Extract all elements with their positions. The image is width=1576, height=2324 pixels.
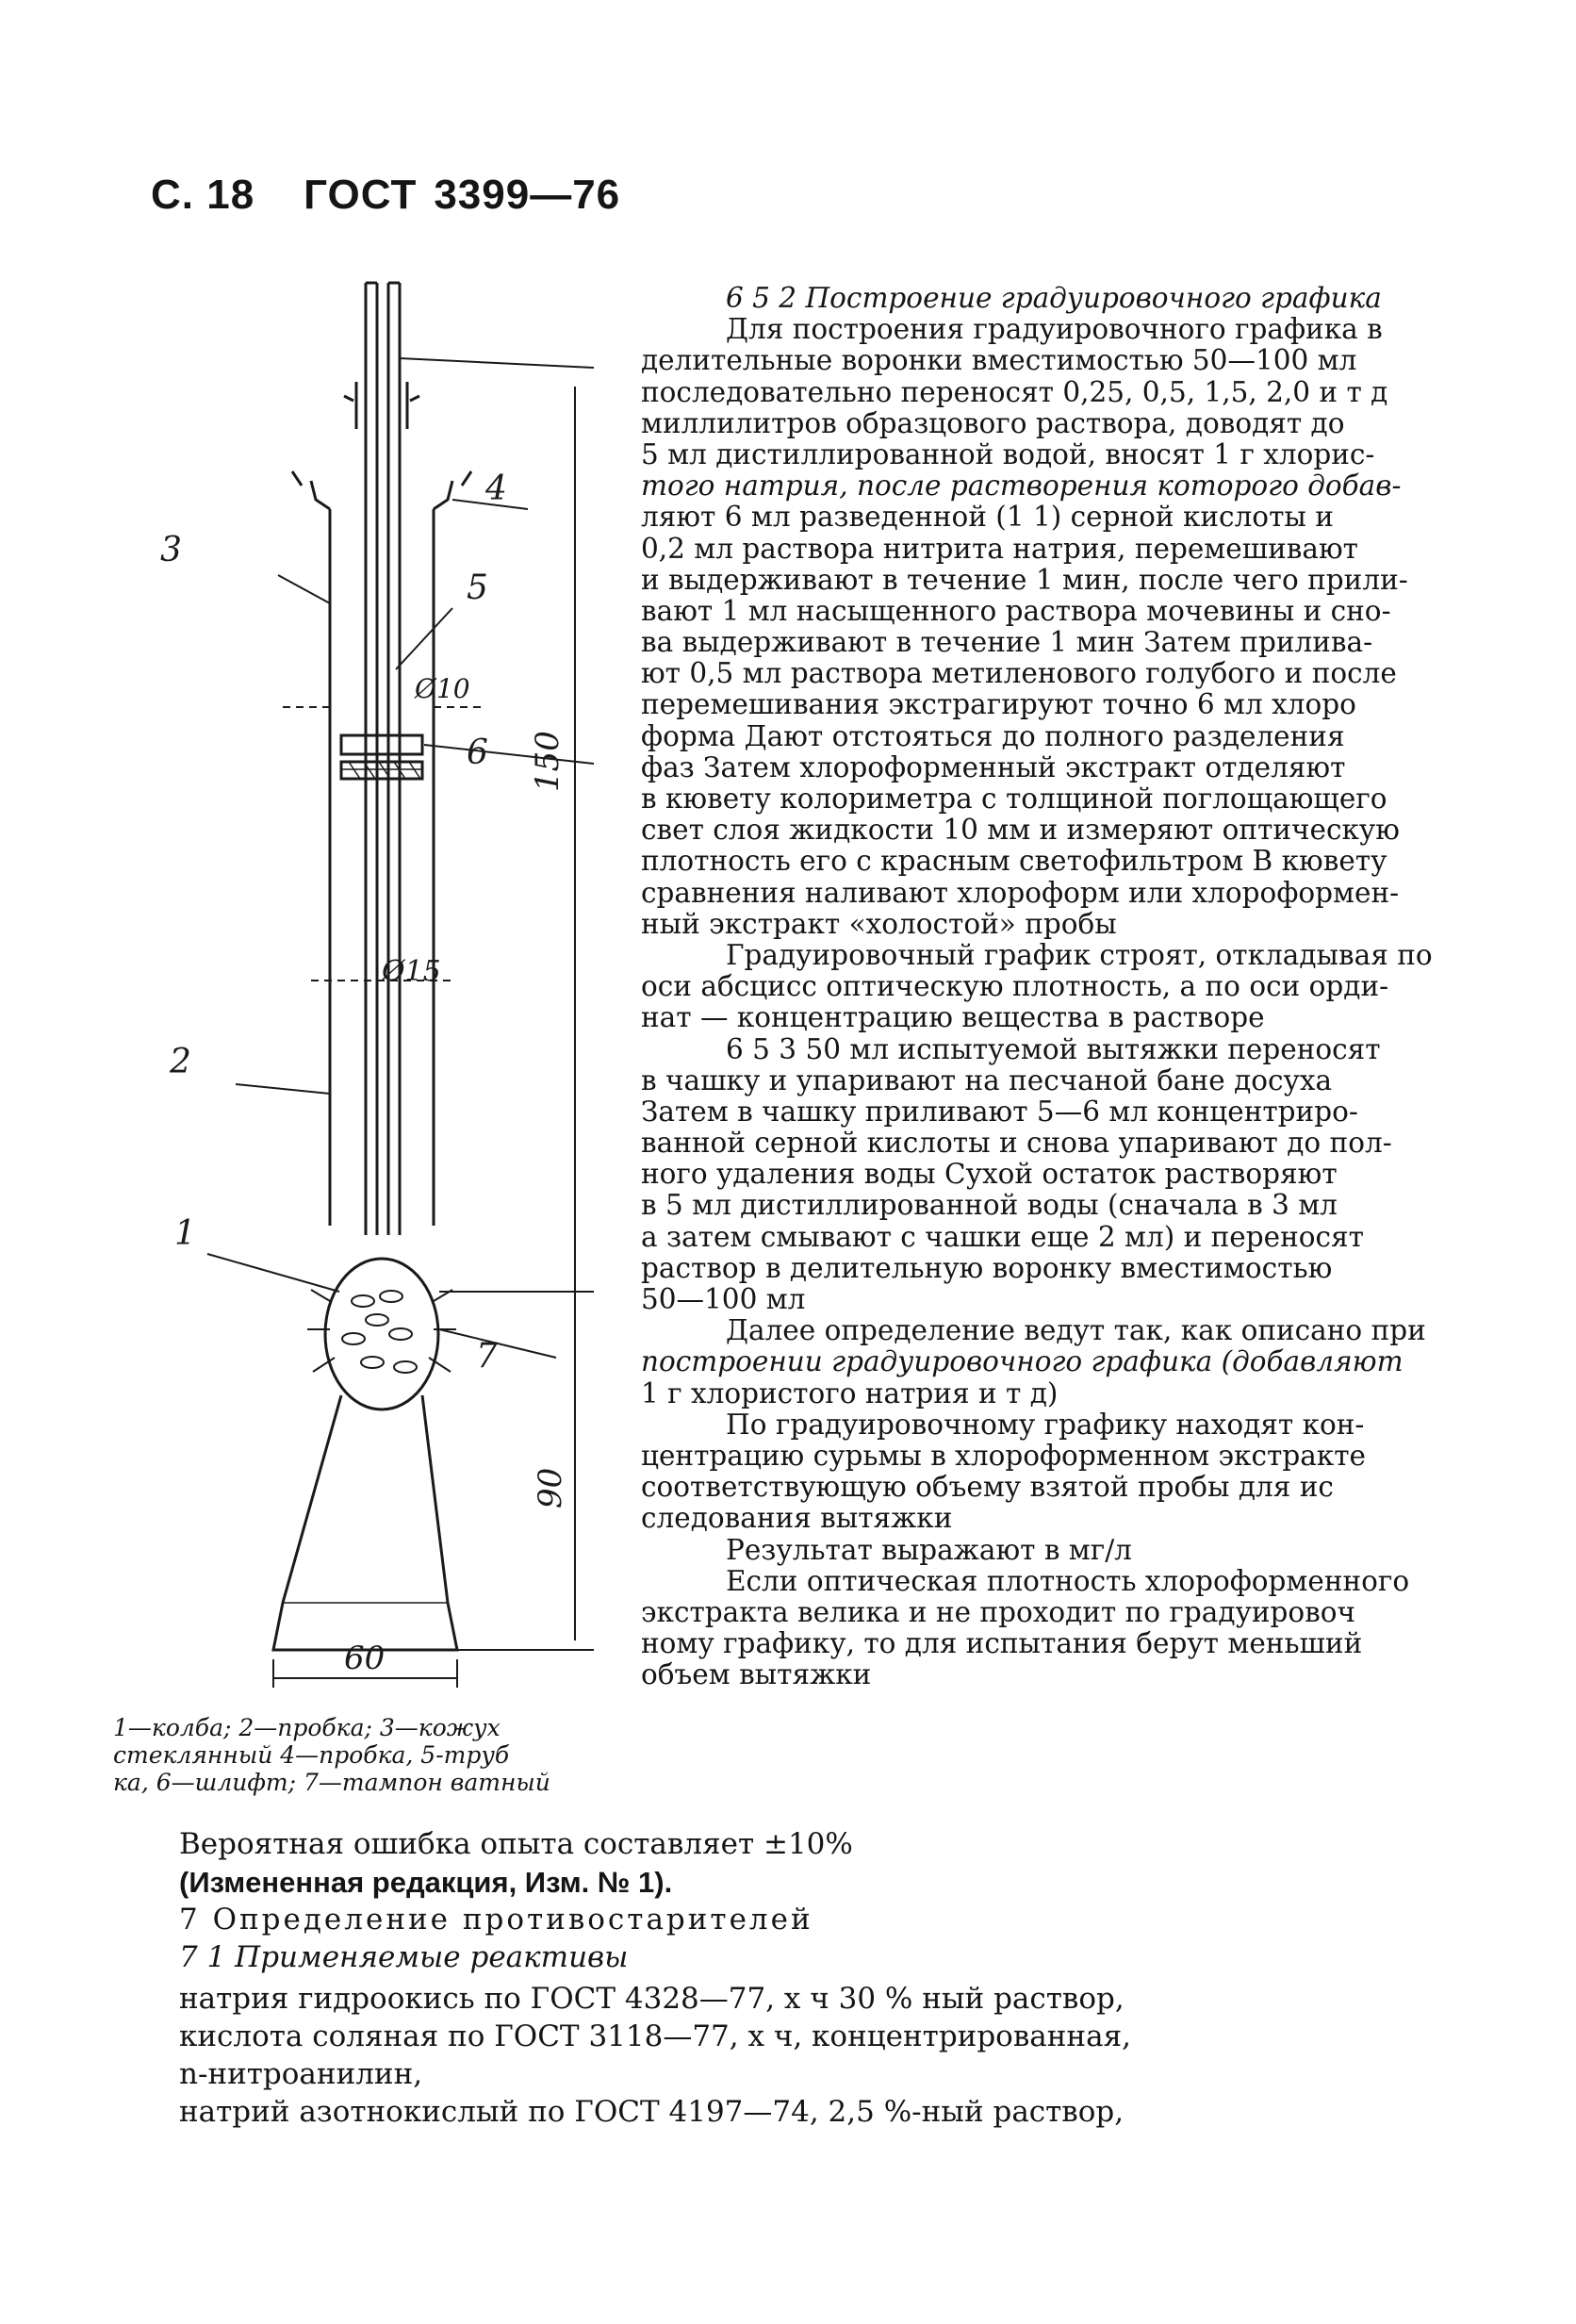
text-line: оси абсцисс оптическую плотность, а по оси орди- (641, 970, 1389, 1003)
bottom-block (179, 1829, 1131, 2134)
reagent-line: натрий азотнокислый по ГОСТ 4197—74, 2,5 %-ный раствор, (179, 2095, 1125, 2129)
text-line: миллилитров образцового раствора, доводят до (641, 406, 1345, 439)
text-line: ляют 6 мл разведенной (1 1) серной кислоты и (641, 501, 1334, 534)
text-line: 0,2 мл раствора нитрита натрия, перемешивают (641, 532, 1358, 565)
caption-line: стеклянный 4—пробка, 5-труб (113, 1741, 510, 1769)
text-line: ного удаления воды Сухой остаток растворяют (641, 1158, 1338, 1191)
text-line: фаз Затем хлороформенный экстракт отделяют (641, 750, 1346, 783)
figure-caption (113, 1714, 550, 1796)
reagent-line: кислота соляная по ГОСТ 3118—77, х ч, концентрированная, (179, 2019, 1131, 2053)
page-header (151, 172, 669, 219)
text-line: построении градуировочного графика (добавляют (641, 1345, 1404, 1378)
dim-150: 150 (529, 731, 566, 792)
dim-60: 60 (344, 1640, 386, 1677)
text-line: ют 0,5 мл раствора метиленового голубого и после (641, 657, 1397, 690)
text-line: делительные воронки вместимостью 50—100 мл (641, 344, 1357, 377)
text-line: ванной серной кислоты и снова упаривают до пол- (641, 1127, 1392, 1160)
reagent-line: n-нитроанилин, (179, 2057, 423, 2091)
text-line: 50—100 мл (641, 1283, 806, 1315)
text-line: свет слоя жидкости 10 мм и измеряют оптическую (641, 814, 1400, 847)
text-line: раствор в делительную воронку вместимостью (641, 1251, 1333, 1284)
dim-90: 90 (532, 1467, 569, 1508)
standard-name: ГОСТ (304, 172, 418, 218)
text-line: в чашку и упаривают на песчаной бане досуха (641, 1063, 1333, 1096)
result-line: Результат выражают в мг/л (726, 1533, 1132, 1566)
text-line: плотность его с красным светофильтром В кювету (641, 845, 1387, 878)
edition-note: (Измененная редакция, Изм. № 1). (179, 1866, 673, 1899)
caption-line: ка, 6—шлифт; 7—тампон ватный (113, 1769, 550, 1796)
text-line: объем вытяжки (641, 1658, 872, 1691)
text-line: Затем в чашку приливают 5—6 мл концентриро- (641, 1095, 1358, 1128)
cotton-plug (325, 1259, 438, 1409)
text-line: в кювету колориметра с толщиной поглощающего (641, 783, 1387, 815)
error-line: Вероятная ошибка опыта составляет ±10% (179, 1827, 853, 1861)
text-line: и выдерживают в течение 1 мин, после чего прили- (641, 563, 1408, 596)
caption-line: 1—колба; 2—пробка; 3—кожух (113, 1714, 501, 1741)
text-line: Далее определение ведут так, как описано при (726, 1314, 1426, 1347)
part-label-7: 7 (476, 1337, 498, 1376)
section-652 (641, 283, 1433, 1690)
text-line: перемешивания экстрагируют точно 6 мл хлоро (641, 688, 1356, 721)
part-label-2: 2 (170, 1043, 191, 1081)
flask (273, 1395, 457, 1650)
dim-d15: Ø15 (382, 955, 441, 988)
text-line: ва выдерживают в течение 1 мин Затем прилива- (641, 626, 1373, 659)
text-line: вают 1 мл насыщенного раствора мочевины и сно- (641, 594, 1391, 627)
part-label-5: 5 (467, 569, 488, 607)
page-number: С. 18 (151, 172, 255, 218)
text-line: соответствующую объему взятой пробы для ис (641, 1471, 1334, 1504)
part-label-3: 3 (160, 531, 182, 569)
text-line: Для построения градуировочного графика в (726, 313, 1383, 346)
text-line: Если оптическая плотность хлороформенного (726, 1564, 1410, 1597)
ground-joint (341, 735, 422, 754)
text-line: последовательно переносят 0,25, 0,5, 1,5, 2,0 и т д (641, 375, 1388, 408)
section-heading: 6 5 2 Построение градуировочного графика (726, 282, 1382, 314)
text-line: 1 г хлористого натрия и т д) (641, 1376, 1059, 1409)
text-line: центрацию сурьмы в хлороформенном экстракте (641, 1439, 1367, 1472)
text-line: экстракта велика и не проходит по градуировоч (641, 1595, 1356, 1628)
text-line: 5 мл дистиллированной водой, вносят 1 г хлорис- (641, 437, 1375, 470)
part-label-6: 6 (467, 733, 488, 772)
section-71-heading: 7 1 Применяемые реактивы (179, 1940, 629, 1974)
stopper-4 (311, 481, 452, 509)
text-line: того натрия, после растворения которого добав- (641, 470, 1402, 503)
text-line: в 5 мл дистиллированной воды (сначала в 3 мл (641, 1189, 1338, 1222)
part-label-1: 1 (174, 1214, 196, 1253)
text-line: форма Дают отстояться до полного разделения (641, 719, 1345, 752)
apparatus-figure (141, 264, 613, 1697)
text-line: Градуировочный график строят, откладывая по (726, 938, 1433, 971)
part-label-4: 4 (485, 470, 507, 508)
reagent-line: натрия гидроокись по ГОСТ 4328—77, х ч 30 % ный раствор, (179, 1982, 1125, 2016)
text-line: ный экстракт «холостой» пробы (641, 907, 1117, 940)
text-line: 6 5 3 50 мл испытуемой вытяжки переносят (726, 1032, 1381, 1065)
text-line: ному графику, то для испытания берут меньший (641, 1627, 1363, 1660)
text-line: а затем смывают с чашки еще 2 мл) и переносят (641, 1220, 1364, 1253)
text-line: следования вытяжки (641, 1502, 953, 1535)
section-7-heading: 7 Определение противостарителей (179, 1903, 813, 1937)
standard-number: 3399—76 (434, 172, 621, 218)
text-line: По градуировочному графику находят кон- (726, 1408, 1365, 1441)
text-line: сравнения наливают хлороформ или хлороформен- (641, 876, 1400, 909)
dim-d10: Ø10 (415, 673, 470, 704)
text-line: нат — концентрацию вещества в растворе (641, 1001, 1265, 1034)
